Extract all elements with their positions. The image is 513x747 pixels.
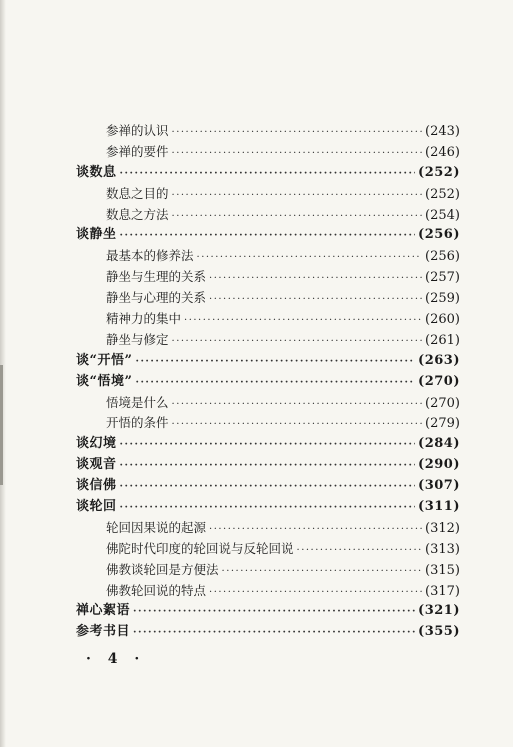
toc-entry-title: 参禅的认识 [106, 123, 169, 138]
toc-entry-page: (311) [418, 499, 460, 515]
toc-entry-page: (290) [418, 457, 460, 473]
toc-entry-title: 谈观音 [76, 457, 117, 473]
toc-entry-page: (256) [418, 227, 460, 243]
toc-entry [76, 142, 460, 163]
toc-entry [76, 205, 460, 226]
toc-entry-title: 轮回因果说的起源 [106, 519, 207, 535]
toc-entry-page: (313) [425, 541, 460, 557]
toc-entry-page: (256) [425, 249, 460, 265]
toc-entry-title: 谈“悟境” [76, 373, 133, 389]
toc-entry-page: (246) [425, 144, 460, 160]
toc-entry [76, 163, 460, 184]
toc-entry [76, 497, 460, 518]
dot-leader [120, 164, 416, 185]
toc-entry-title: 参考书目 [76, 624, 131, 640]
toc-entry [76, 246, 460, 267]
toc-entry-page: (315) [425, 562, 460, 578]
toc-entry-page: (270) [425, 395, 460, 411]
toc-entry [76, 351, 460, 372]
dot-leader [120, 435, 416, 456]
dot-leader [172, 144, 423, 165]
dot-leader [209, 269, 422, 290]
dot-leader [297, 541, 423, 562]
toc-entry [76, 622, 460, 643]
toc-entry-page: (284) [418, 436, 460, 452]
dot-leader [209, 290, 422, 311]
dot-leader [172, 207, 423, 228]
dot-leader [172, 123, 423, 144]
toc-entry-title: 谈静坐 [76, 227, 117, 243]
toc-entry [76, 309, 460, 330]
dot-leader [120, 226, 416, 247]
dot-leader [209, 583, 422, 604]
toc-entry-page: (260) [425, 312, 460, 328]
toc-entry-title: 佛教轮回说的特点 [106, 582, 207, 598]
toc-entry-title: 静坐与生理的关系 [106, 269, 207, 285]
dot-leader [184, 311, 422, 332]
toc-entry-page: (252) [425, 186, 460, 202]
scan-binding-mark [0, 365, 3, 485]
toc-entry-page: (279) [425, 416, 460, 432]
dot-leader [133, 602, 415, 623]
toc-entry-title: 谈轮回 [76, 499, 117, 515]
toc-entry [76, 413, 460, 434]
toc-entry-page: (252) [418, 164, 460, 180]
toc-entry-title: 数息之方法 [106, 206, 169, 222]
toc-entry [76, 121, 460, 142]
toc-entry [76, 288, 460, 309]
toc-entry-title: 最基本的修养法 [106, 248, 194, 264]
toc-entry-page: (312) [425, 520, 460, 536]
toc-entry-page: (317) [425, 583, 460, 599]
toc-entry [76, 518, 460, 539]
dot-leader [135, 352, 415, 373]
toc-entry-page: (261) [425, 332, 460, 348]
toc-entry-title: 谈信佛 [76, 478, 117, 494]
dot-leader [120, 456, 416, 477]
toc-entry-title: 静坐与心理的关系 [106, 290, 207, 306]
dot-leader [209, 520, 422, 541]
page-number: · 4 · [86, 651, 146, 667]
toc-entry [76, 601, 460, 622]
dot-leader [120, 477, 416, 498]
dot-leader [135, 373, 415, 394]
dot-leader [133, 623, 415, 644]
toc-entry-page: (270) [418, 373, 460, 389]
toc-entry [76, 267, 460, 288]
toc-entry-page: (307) [418, 478, 460, 494]
toc-entry-title: 谈“开悟” [76, 352, 133, 368]
toc-entry-title: 佛陀时代印度的轮回说与反轮回说 [106, 540, 294, 556]
toc-entry-title: 悟境是什么 [106, 394, 169, 410]
toc-entry [76, 330, 460, 351]
toc-entry-page: (254) [425, 207, 460, 223]
toc-entry-title: 谈数息 [76, 164, 117, 180]
toc-entry-title: 禅心絮语 [76, 603, 131, 619]
toc-entry-title: 谈幻境 [76, 436, 117, 452]
toc-entry-title: 开悟的条件 [106, 415, 169, 431]
toc-entry-page: (257) [425, 270, 460, 286]
toc-entry-title: 数息之目的 [106, 185, 169, 201]
toc-entry-page: (259) [425, 291, 460, 307]
toc-entry [76, 476, 460, 497]
table-of-contents [76, 121, 460, 643]
toc-entry [76, 539, 460, 560]
toc-entry [76, 560, 460, 581]
toc-entry-title: 参禅的要件 [106, 143, 169, 159]
toc-entry [76, 581, 460, 602]
toc-entry-page: (243) [425, 124, 460, 139]
dot-leader [172, 186, 423, 207]
toc-entry [76, 184, 460, 205]
toc-entry [76, 455, 460, 476]
toc-entry-title: 静坐与修定 [106, 331, 169, 347]
toc-entry [76, 372, 460, 393]
dot-leader [172, 332, 423, 353]
toc-entry-title: 精神力的集中 [106, 311, 182, 327]
toc-entry [76, 225, 460, 246]
toc-entry-page: (355) [418, 624, 460, 640]
toc-entry [76, 393, 460, 414]
toc-entry [76, 434, 460, 455]
toc-entry-page: (263) [418, 352, 460, 368]
dot-leader [172, 415, 423, 436]
dot-leader [172, 395, 423, 416]
dot-leader [120, 498, 416, 519]
dot-leader [197, 248, 423, 269]
toc-entry-title: 佛教谈轮回是方便法 [106, 561, 219, 577]
toc-entry-page: (321) [418, 603, 460, 619]
dot-leader [222, 562, 423, 583]
